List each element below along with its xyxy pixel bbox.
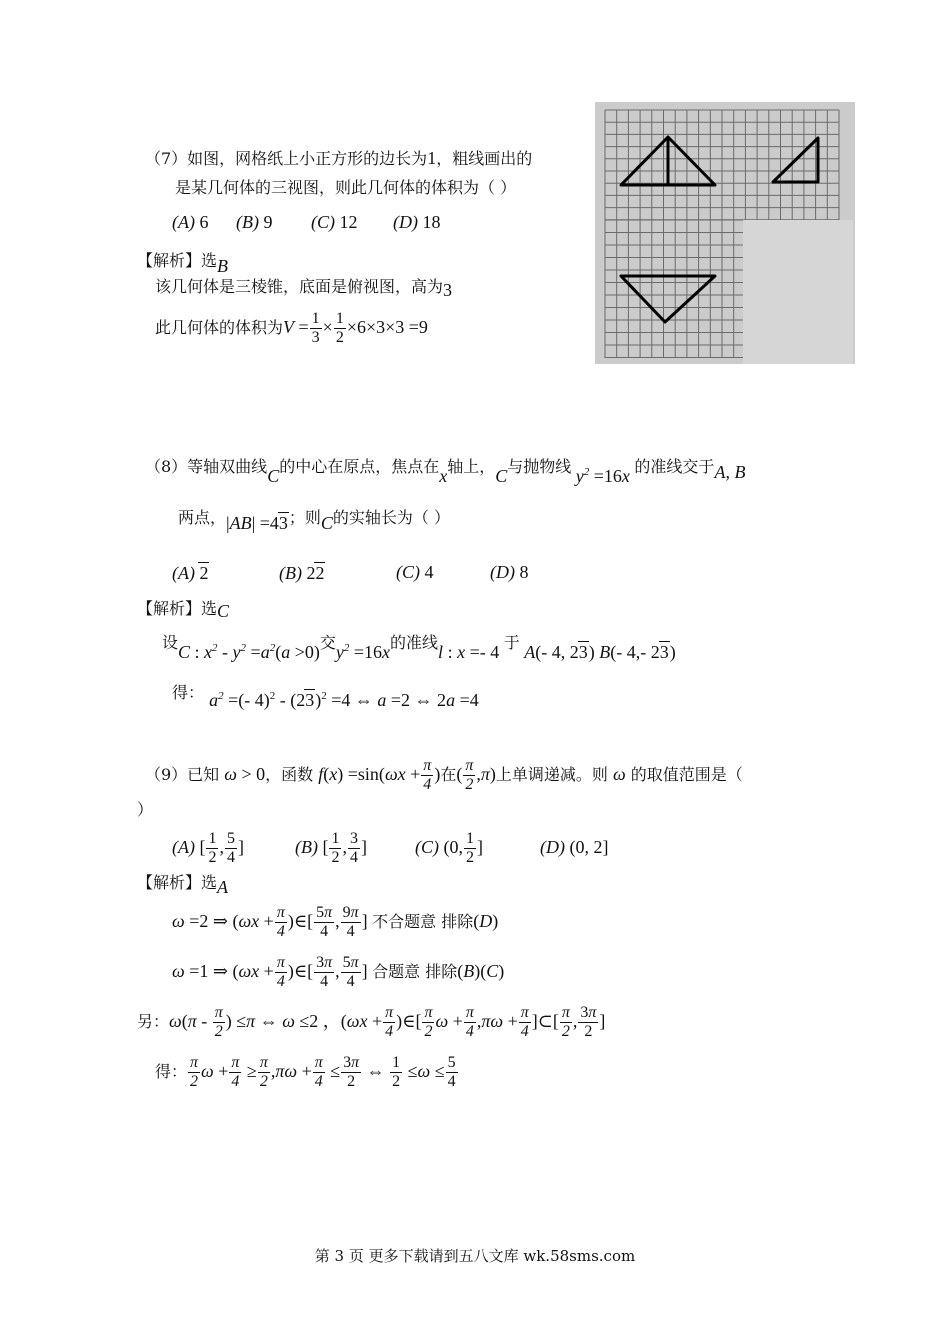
q9-solution-4: 得： $\frac{\pi}{2}$ ω + $\frac{\pi}{4}$ ≥ $\frac{\pi}{2}$ ,πω + $\frac{\pi}{4}$ ≤ $\frac{3\pi}{2}$ ⇔ $\frac{1}{2}$ ≤ω ≤ $\frac{5}{4}$ [155,1054,456,1090]
q8-stem-line2: 两点，|AB| =43；则C的实轴长为（ ） [178,508,451,533]
three-view-figure [595,102,855,364]
q9-choice-c: (C) (0, $\frac{1}{2}$ ] [415,830,483,867]
q8-solution-2: 得： $a^2$ =(- $4)^2 - (23)^2 =4$ ⇔ a =2 ⇔ 2a =4 [172,683,479,710]
q9-choice-a: (A) [ $\frac{1}{2}$ , $\frac{5}{4}$ ] [172,830,244,867]
q7-choice-b: (B) 9 [236,212,273,232]
q8-choice-c: (C) 4 [396,562,434,582]
q7-choice-a: (A) 6 [172,212,209,232]
q7-solution-2: 此几何体的体积为V = $\frac{1}{3}$ × $\frac{1}{2}$ ×6×3×3 =9 [155,310,428,346]
q9-solution-1: ω =2 ⇒ (ωx + $\frac{\pi}{4}$ )∈[ $\frac{5\pi}{4}$ , $\frac{9\pi}{4}$ ] 不合题意 排除(D) [172,904,499,940]
q7-choice-c: (C) 12 [311,212,358,232]
q9-answer: 【解析】选A [137,873,229,897]
q8-stem-line1: （8）等轴双曲线C的中心在原点，焦点在x轴上，C与抛物线 $y^2 =16x$ 的准线交于A, B [145,457,746,486]
q7-answer: 【解析】选B [137,251,229,276]
q9-stem-line2: ） [137,800,154,819]
q7-stem-line1: （7）如图，网格纸上小正方形的边长为1，粗线画出的 [145,148,533,168]
q9-choice-d: (D) (0, 2] [540,837,609,857]
q9-solution-3: 另：ω(π - $\frac{\pi}{2}$ ) ≤π ⇔ ω ≤2 ，(ωx + $\frac{\pi}{4}$ )∈[ $\frac{\pi}{2}$ ω + $\frac{\pi}{4}$ ,πω + $\frac{\pi}{4}$ ]⊂[ $\frac{\pi}{2}$ , $\frac{3\pi}{2}$ ] [137,1004,606,1040]
q8-choice-a: (A) 2 [172,563,209,583]
q8-answer: 【解析】选C [137,599,230,621]
q7-solution-1: 该几何体是三棱锥，底面是俯视图，高为3 [155,277,453,300]
q8-solution-1: 设C : $x^2 - y^2 =a^2(a >0)$交$y^2 =16x$的准线l : x =- 4 于 A(- 4, 23) B(- 4,- 23) [162,633,676,662]
q8-choice-b: (B) 22 [279,563,325,583]
q8-choice-d: (D) 8 [490,562,529,582]
page-footer: 第 3 页 更多下载请到五八文库 wk.58sms.com [314,1247,636,1265]
q9-choice-b: (B) [ $\frac{1}{2}$ , $\frac{3}{4}$ ] [295,830,367,867]
q7-stem-line2: 是某几何体的三视图，则此几何体的体积为（ ） [175,178,517,197]
three-view-svg [595,102,855,364]
q7-choice-d: (D) 18 [393,212,441,232]
q9-stem-line1: （9）已知 ω > 0，函数 f(x) =sin(ωx + $\frac{\pi}{4}$ )在( $\frac{\pi}{2}$ ,π)上单调递减。则 ω 的取值范围是（ [145,757,743,793]
q9-solution-2: ω =1 ⇒ (ωx + $\frac{\pi}{4}$ )∈[ $\frac{3\pi}{4}$ , $\frac{5\pi}{4}$ ] 合题意 排除(B)(C) [172,954,505,990]
